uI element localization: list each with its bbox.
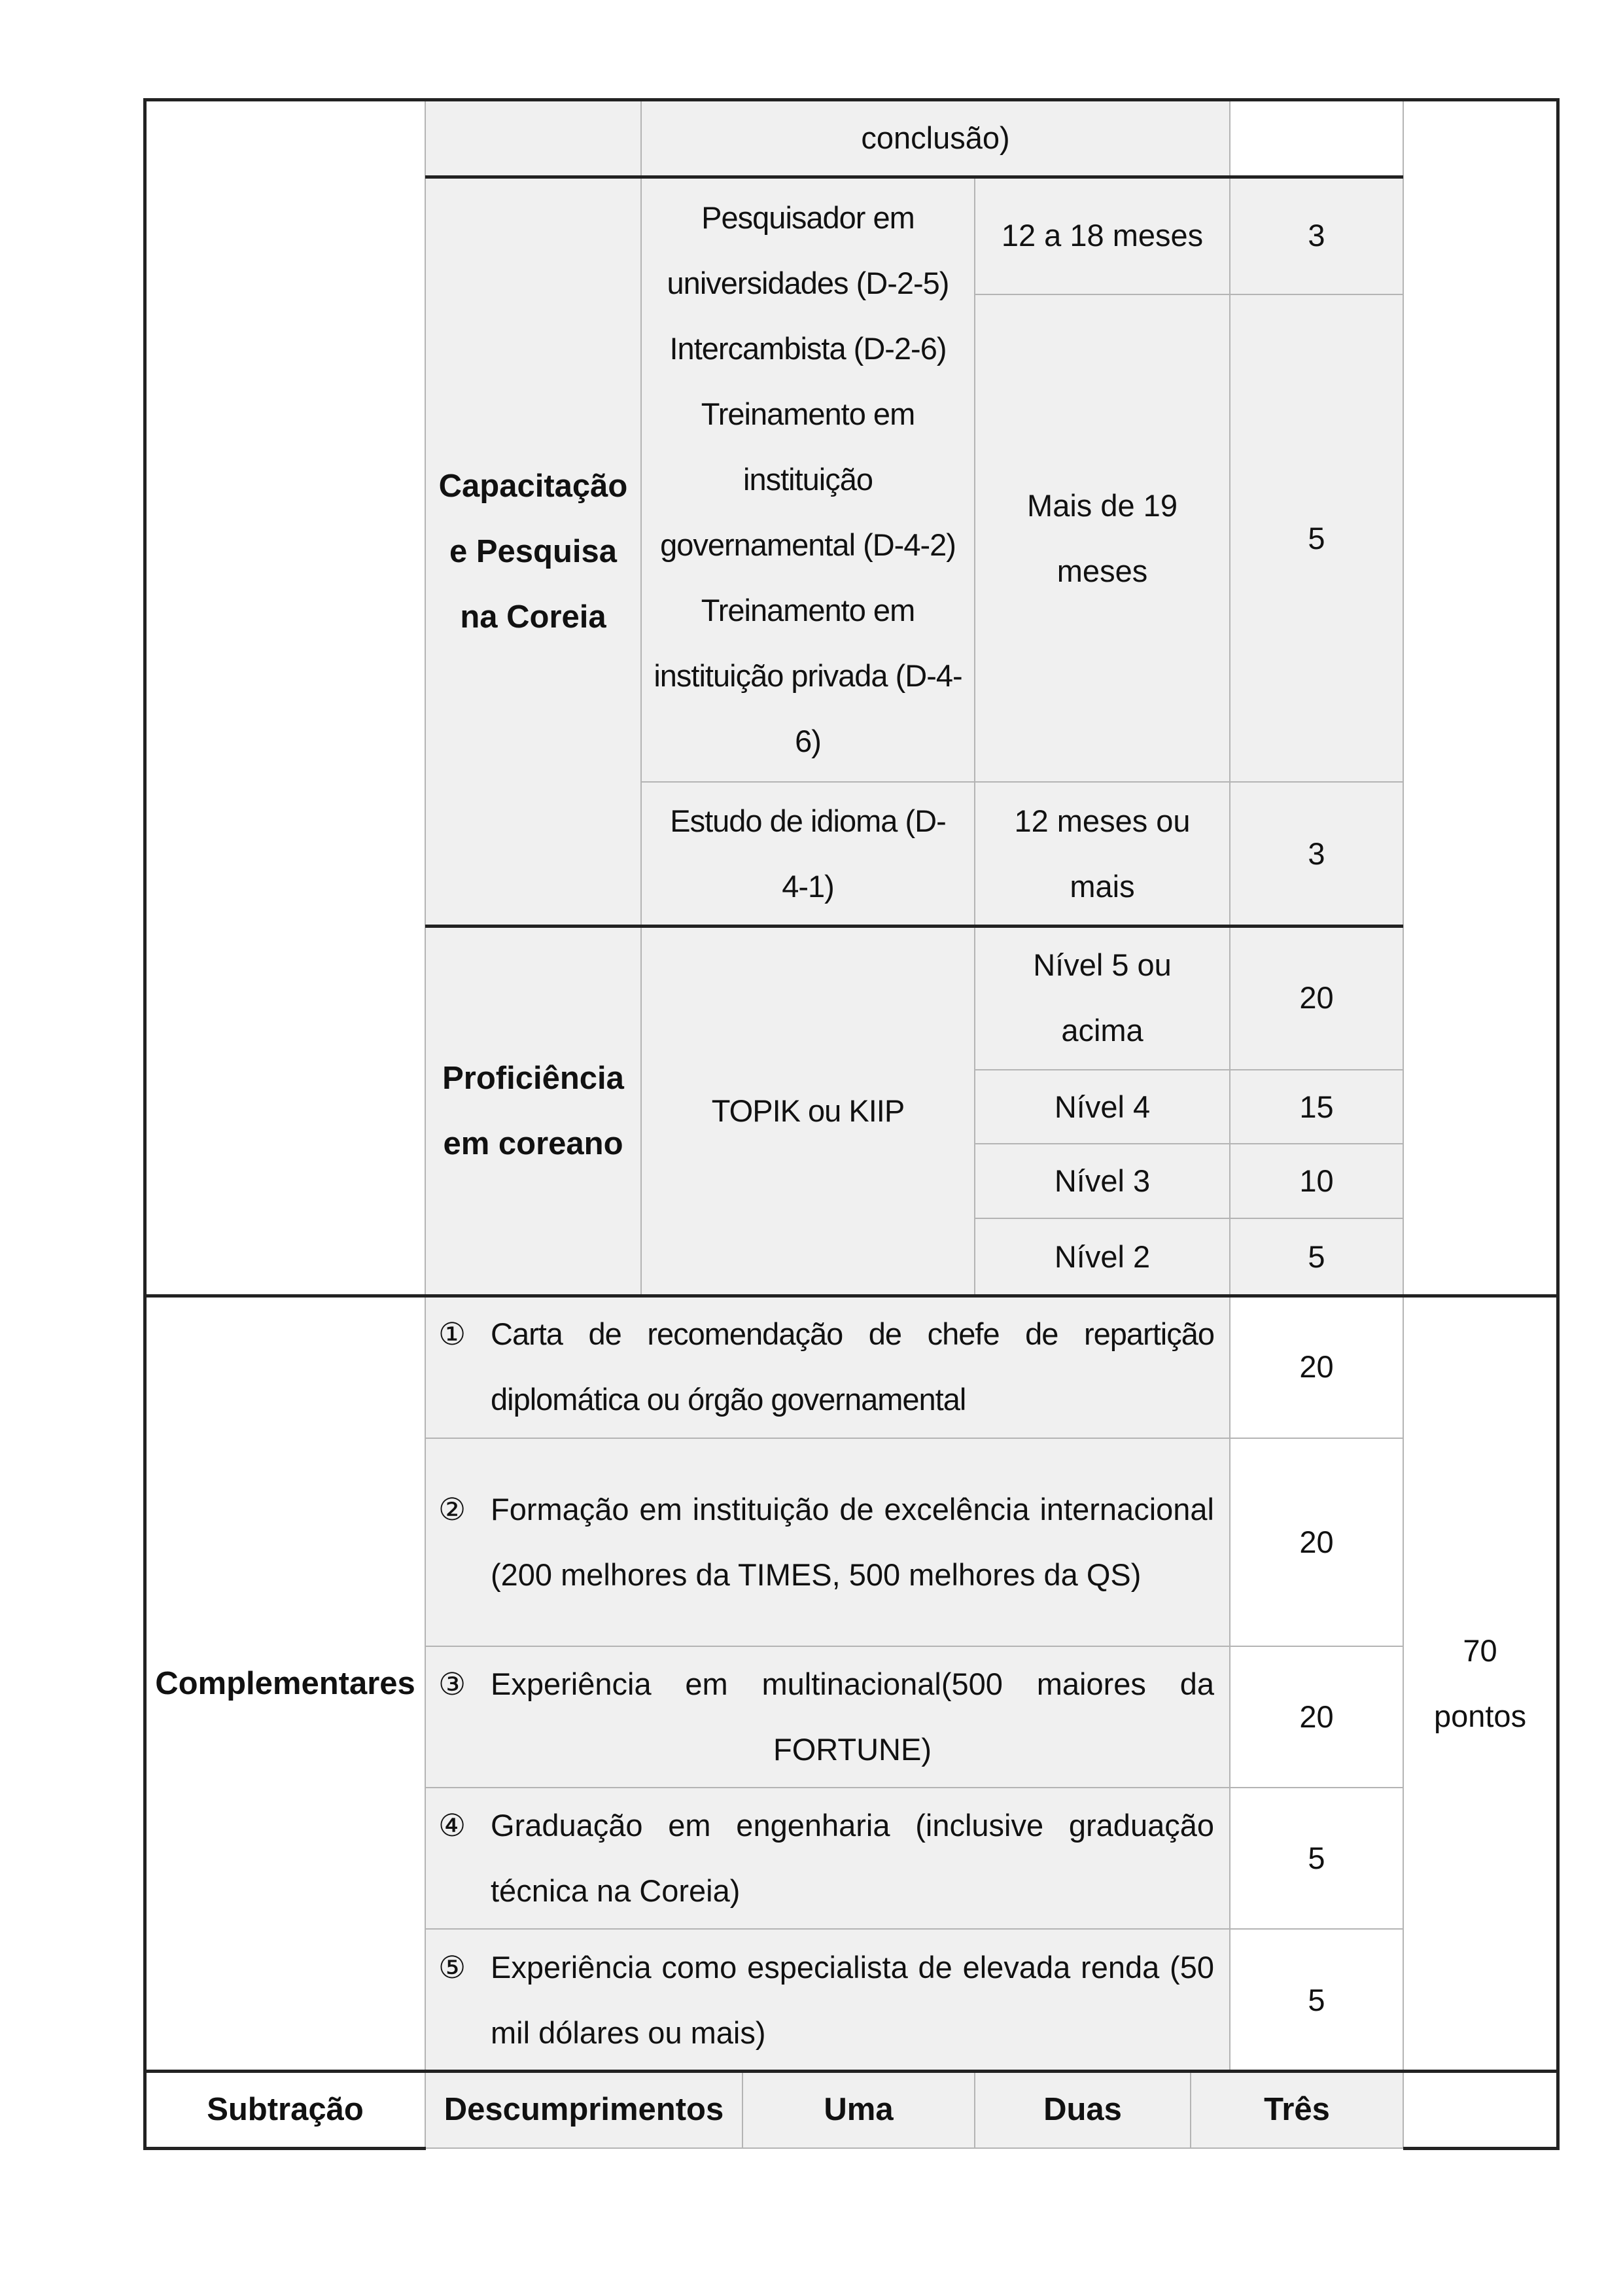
capacitacao-category: Capacitação e Pesquisa na Coreia — [438, 468, 628, 635]
top-row-text: conclusão) — [861, 120, 1010, 155]
proficiencia-test: TOPIK ou KIIP — [711, 1093, 905, 1128]
grid-line — [425, 98, 426, 2149]
capacitacao-item-1-period-2: Mais de 19 meses — [1027, 487, 1178, 588]
proficiencia-level-4: Nível 2 — [1054, 1239, 1151, 1274]
grid-line — [641, 781, 1403, 783]
circled-1-icon: ① — [438, 1316, 466, 1351]
grid-line — [425, 1438, 1403, 1439]
grid-line — [425, 1787, 1403, 1788]
border-line — [425, 925, 1403, 928]
proficiencia-level-1: Nível 5 ou acima — [1033, 947, 1172, 1048]
capacitacao-item-1-points-2: 5 — [1308, 520, 1325, 556]
grid-line — [975, 1143, 1403, 1144]
grid-line — [640, 98, 642, 1296]
complementares-item-1: ① Carta de recomendação de chefe de repartição diplomática ou órgão governamental — [425, 1296, 1230, 1438]
proficiencia-level-2: Nível 4 — [1054, 1089, 1151, 1124]
capacitacao-item-1-desc: Pesquisador em universidades (D-2-5) Intercambista (D-2-6) Treinamento em instituição governamental (D-4-2) Treinamento em instituição privada (D-4-6) — [654, 200, 962, 758]
complementares-points-2: 20 — [1299, 1525, 1334, 1559]
border-line — [143, 2070, 1560, 2073]
subtracao-header-duas: Duas — [1043, 2092, 1122, 2127]
border-line — [143, 2147, 426, 2150]
proficiencia-points-2: 15 — [1299, 1089, 1334, 1124]
border-line — [1403, 2147, 1560, 2150]
complementares-item-4: ④ Graduação em engenharia (inclusive graduação técnica na Coreia) — [425, 1788, 1230, 1929]
subtracao-header-descumprimentos: Descumprimentos — [444, 2092, 724, 2127]
complementares-item-2: ② Formação em instituição de excelência internacional (200 melhores da TIMES, 500 melhores da QS) — [425, 1438, 1230, 1646]
grid-line — [975, 1218, 1403, 1219]
grid-line — [1229, 1296, 1230, 2071]
circled-5-icon: ⑤ — [438, 1949, 466, 1985]
grid-line — [1190, 2071, 1191, 2148]
complementares-item-5: ⑤ Experiência como especialista de elevada renda (50 mil dólares ou mais) — [425, 1929, 1230, 2071]
border-line — [425, 175, 1403, 179]
proficiencia-points-1: 20 — [1299, 980, 1334, 1015]
proficiencia-points-4: 5 — [1308, 1239, 1325, 1274]
grid-line — [974, 177, 975, 1296]
grid-line — [425, 2147, 1403, 2149]
border-line — [1556, 98, 1560, 2150]
circled-4-icon: ④ — [438, 1808, 466, 1843]
complementares-item-3: ③ Experiência em multinacional(500 maiores da FORTUNE) — [425, 1646, 1230, 1788]
grid-line — [1229, 98, 1230, 1296]
proficiencia-level-3: Nível 3 — [1054, 1163, 1151, 1198]
grid-line — [425, 1928, 1403, 1930]
border-line — [143, 1294, 1560, 1298]
proficiencia-points-3: 10 — [1299, 1163, 1334, 1198]
grid-line — [425, 1646, 1403, 1647]
grid-line — [1403, 98, 1404, 2149]
subtracao-header-uma: Uma — [824, 2092, 894, 2127]
grid-line — [742, 2071, 743, 2148]
capacitacao-item-1-points-1: 3 — [1308, 218, 1325, 253]
capacitacao-item-2-desc: Estudo de idioma (D-4-1) — [670, 804, 946, 904]
subtracao-header-tres: Três — [1264, 2092, 1330, 2127]
grid-line — [974, 2071, 975, 2148]
capacitacao-item-1-period-1: 12 a 18 meses — [1001, 218, 1204, 253]
proficiencia-category: Proficiência em coreano — [442, 1060, 624, 1161]
capacitacao-item-2-points: 3 — [1308, 836, 1325, 871]
complementares-max: 70 pontos — [1433, 1633, 1527, 1733]
complementares-points-4: 5 — [1308, 1841, 1325, 1875]
border-line — [143, 98, 1560, 101]
circled-3-icon: ③ — [438, 1667, 466, 1701]
subtracao-category: Subtração — [207, 2092, 364, 2127]
complementares-points-5: 5 — [1308, 1982, 1325, 2017]
complementares-points-1: 20 — [1299, 1349, 1334, 1384]
grid-line — [975, 294, 1403, 295]
complementares-points-3: 20 — [1299, 1699, 1334, 1734]
complementares-category: Complementares — [155, 1665, 415, 1701]
grid-line — [975, 1069, 1403, 1070]
border-line — [143, 98, 147, 2150]
circled-2-icon: ② — [438, 1492, 466, 1527]
capacitacao-item-2-period: 12 meses ou mais — [1014, 804, 1191, 904]
